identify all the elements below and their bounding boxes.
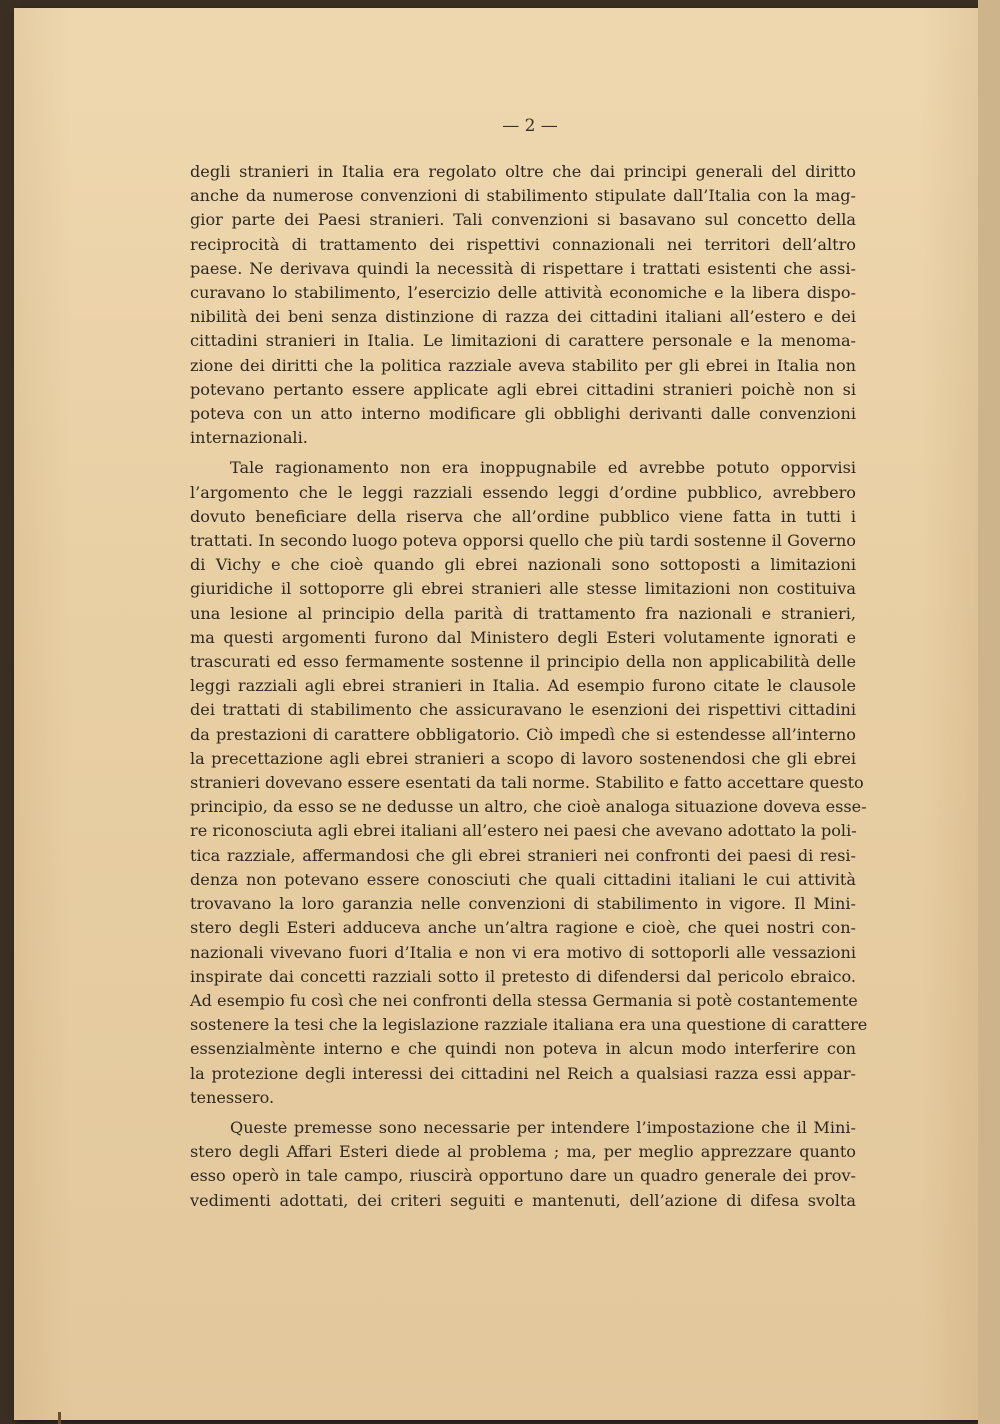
text-line: tenessero.: [190, 1087, 275, 1107]
paragraph-3: [190, 1116, 856, 1213]
text-line: Tale ragionamento non era inoppugnabile ed avrebbe potuto opporvisi: [230, 458, 856, 478]
text-line: stranieri dovevano essere esentati da tali norme. Stabilito e fatto accettare questo: [190, 773, 864, 793]
paragraph-2: [190, 456, 868, 1109]
page-edge: [978, 0, 1000, 1424]
text-line: leggi razziali agli ebrei stranieri in Italia. Ad esempio furono citate le clausole: [190, 676, 856, 696]
text-line: curavano lo stabilimento, l’esercizio delle attività economiche e la libera dispo-: [190, 283, 856, 303]
pencil-mark: [58, 1412, 61, 1424]
text-line: denza non potevano essere conosciuti che quali cittadini italiani le cui attività: [190, 869, 856, 889]
text-line: stero degli Affari Esteri diede al problema ; ma, per meglio apprezzare quanto: [190, 1142, 856, 1162]
text-line: l’argomento che le leggi razziali essendo leggi d’ordine pubblico, avrebbero: [190, 482, 856, 502]
text-line: essenzialmènte interno e che quindi non poteva in alcun modo interferire con: [190, 1039, 856, 1059]
text-line: dei trattati di stabilimento che assicuravano le esenzioni dei rispettivi cittadini: [190, 700, 856, 720]
text-line: la protezione degli interessi dei cittadini nel Reich a qualsiasi razza essi appar-: [190, 1063, 856, 1083]
text-line: poteva con un atto interno modificare gli obblighi derivanti dalle convenzioni: [190, 404, 856, 424]
text-line: vedimenti adottati, dei criteri seguiti e mantenuti, dell’azione di difesa svolta: [190, 1190, 856, 1210]
text-line: gior parte dei Paesi stranieri. Tali convenzioni si basavano sul concetto della: [190, 210, 856, 230]
text-line: zione dei diritti che la politica razziale aveva stabilito per gli ebrei in Italia non: [190, 355, 856, 375]
text-line: da prestazioni di carattere obbligatorio. Ciò impedì che si estendesse all’interno: [190, 724, 856, 744]
text-line: nibilità dei beni senza distinzione di razza dei cittadini italiani all’estero e dei: [190, 307, 856, 327]
text-line: cittadini stranieri in Italia. Le limitazioni di carattere personale e la menoma-: [190, 331, 856, 351]
text-line: Ad esempio fu così che nei confronti della stessa Germania si potè costantemente: [190, 990, 858, 1010]
text-line: giuridiche il sottoporre gli ebrei stranieri alle stesse limitazioni non costituiva: [190, 579, 856, 599]
body-text: [190, 160, 868, 1213]
text-line: dovuto beneficiare della riserva che all’ordine pubblico viene fatta in tutti i: [190, 506, 856, 526]
text-line: la precettazione agli ebrei stranieri a scopo di lavoro sostenendosi che gli ebrei: [190, 748, 856, 768]
text-line: potevano pertanto essere applicate agli ebrei cittadini stranieri poichè non si: [190, 379, 856, 399]
text-line: trascurati ed esso fermamente sostenne il principio della non applicabilità delle: [190, 652, 856, 672]
text-line: ma questi argomenti furono dal Ministero degli Esteri volutamente ignorati e: [190, 627, 856, 647]
text-line: di Vichy e che cioè quando gli ebrei nazionali sono sottoposti a limitazioni: [190, 555, 856, 575]
text-line: internazionali.: [190, 428, 308, 448]
text-line: Queste premesse sono necessarie per intendere l’impostazione che il Mini-: [230, 1117, 856, 1137]
text-line: trattati. In secondo luogo poteva opporsi quello che più tardi sostenne il Governo: [190, 531, 856, 551]
text-line: reciprocità di trattamento dei rispettivi connazionali nei territori dell’altro: [190, 234, 856, 254]
page-number: — 2 —: [502, 116, 558, 136]
text-line: una lesione al principio della parità di trattamento fra nazionali e stranieri,: [190, 603, 856, 623]
text-line: paese. Ne derivava quindi la necessità di rispettare i trattati esistenti che assi-: [190, 258, 856, 278]
text-line: principio, da esso se ne dedusse un altro, che cioè analoga situazione doveva esse-: [190, 797, 867, 817]
text-line: sostenere la tesi che la legislazione razziale italiana era una questione di carattere: [190, 1015, 868, 1035]
text-line: nazionali vivevano fuori d’Italia e non vi era motivo di sottoporli alle vessazioni: [190, 942, 856, 962]
text-line: anche da numerose convenzioni di stabilimento stipulate dall’Italia con la mag-: [190, 186, 856, 206]
text-line: trovavano la loro garanzia nelle convenzioni di stabilimento in vigore. Il Mini-: [190, 894, 856, 914]
text-line: esso operò in tale campo, riuscirà opportuno dare un quadro generale dei prov-: [190, 1166, 856, 1186]
text-line: degli stranieri in Italia era regolato oltre che dai principi generali del diritto: [190, 162, 856, 181]
paragraph-1: [190, 160, 856, 450]
text-line: inspirate dai concetti razziali sotto il pretesto di difendersi dal pericolo ebraico.: [190, 966, 856, 986]
text-line: tica razziale, affermandosi che gli ebrei stranieri nei confronti dei paesi di resi-: [190, 845, 856, 865]
text-line: stero degli Esteri adduceva anche un’altra ragione e cioè, che quei nostri con-: [190, 918, 856, 938]
text-line: re riconosciuta agli ebrei italiani all’estero nei paesi che avevano adottato la poli-: [190, 821, 857, 841]
